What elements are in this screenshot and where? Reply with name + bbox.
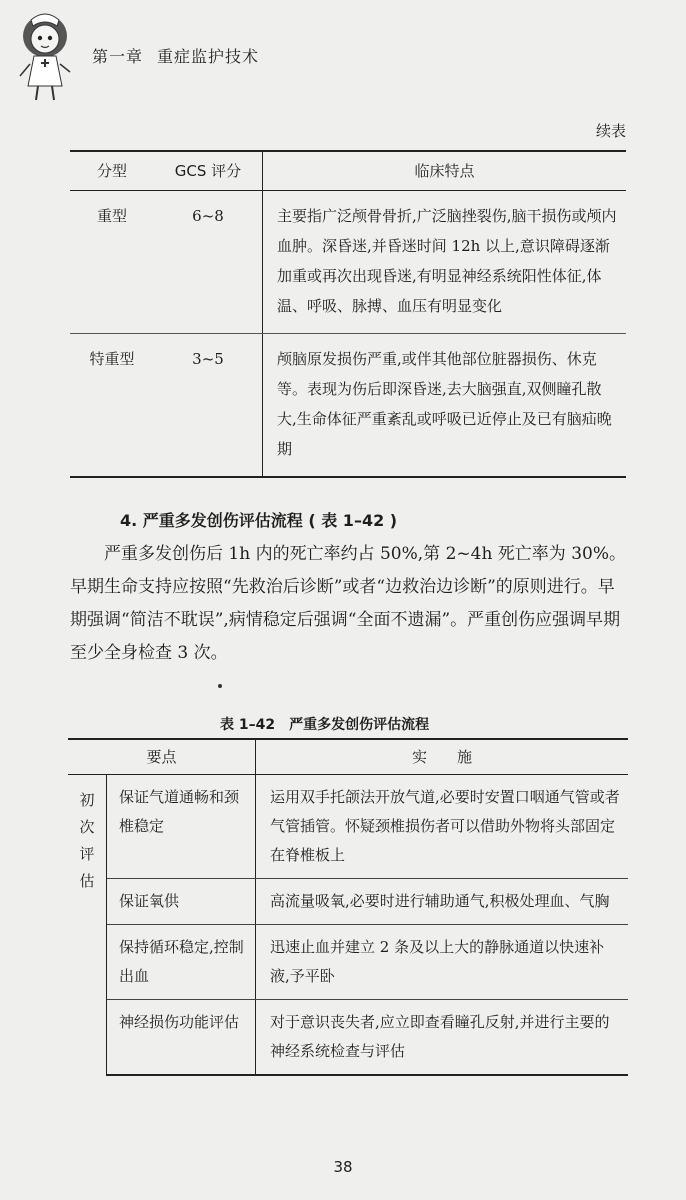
cell-point: 保证气道通畅和颈椎稳定 bbox=[107, 775, 256, 879]
ink-dot bbox=[218, 684, 222, 688]
header-gcs: GCS 评分 bbox=[154, 151, 263, 191]
page-number: 38 bbox=[333, 1158, 353, 1176]
table-row bbox=[70, 191, 626, 334]
cell-implementation: 迅速止血并建立 2 条及以上大的静脉通道以快速补液,予平卧 bbox=[256, 925, 629, 1000]
table-row bbox=[68, 1000, 628, 1076]
group-label: 初次评估 bbox=[68, 775, 107, 1076]
cell-type: 重型 bbox=[70, 191, 154, 334]
header-implementation: 实 施 bbox=[256, 739, 629, 775]
cell-point: 保持循环稳定,控制出血 bbox=[107, 925, 256, 1000]
trauma-assessment-table bbox=[68, 738, 628, 1076]
cell-implementation: 高流量吸氧,必要时进行辅助通气,积极处理血、气胸 bbox=[256, 879, 629, 925]
cell-features: 颅脑原发损伤严重,或伴其他部位脏器损伤、休克等。表现为伤后即深昏迷,去大脑强直,双侧瞳孔散大,生命体征严重紊乱或呼吸已近停止及已有脑疝晚期 bbox=[263, 334, 627, 478]
table-header-row bbox=[70, 151, 626, 191]
gcs-classification-table bbox=[70, 150, 626, 478]
table-row bbox=[68, 925, 628, 1000]
header-features: 临床特点 bbox=[263, 151, 627, 191]
table-header-row bbox=[68, 739, 628, 775]
header-type: 分型 bbox=[70, 151, 154, 191]
nurse-mascot-icon bbox=[14, 6, 76, 102]
chapter-heading bbox=[92, 44, 259, 67]
cell-gcs: 3~5 bbox=[154, 334, 263, 478]
table-row bbox=[68, 879, 628, 925]
chapter-number: 第一章 bbox=[92, 47, 144, 66]
cell-gcs: 6~8 bbox=[154, 191, 263, 334]
cell-point: 神经损伤功能评估 bbox=[107, 1000, 256, 1076]
section-paragraph: 严重多发创伤后 1h 内的死亡率约占 50%,第 2~4h 死亡率为 30%。早期生命支持应按照“先救治后诊断”或者“边救治边诊断”的原则进行。早期强调“简洁不耽误”,病情稳定后强调“全面不遗漏”。严重创伤应强调早期至少全身检查 3 次。 bbox=[70, 544, 626, 663]
cell-point: 保证氧供 bbox=[107, 879, 256, 925]
table-row bbox=[70, 334, 626, 478]
header-point: 要点 bbox=[68, 739, 256, 775]
cell-implementation: 对于意识丧失者,应立即查看瞳孔反射,并进行主要的神经系统检查与评估 bbox=[256, 1000, 629, 1076]
section-heading: 4. 严重多发创伤评估流程 ( 表 1–42 ) bbox=[120, 511, 398, 530]
continued-label: 续表 bbox=[595, 122, 626, 140]
table-caption: 表 1–42 严重多发创伤评估流程 bbox=[220, 717, 430, 733]
chapter-title: 重症监护技术 bbox=[157, 47, 260, 66]
table-row bbox=[68, 775, 628, 879]
cell-features: 主要指广泛颅骨骨折,广泛脑挫裂伤,脑干损伤或颅内血肿。深昏迷,并昏迷时间 12h 以上,意识障碍逐渐加重或再次出现昏迷,有明显神经系统阳性体征,体温、呼吸、脉搏、血压有明显变化 bbox=[263, 191, 627, 334]
cell-type: 特重型 bbox=[70, 334, 154, 478]
cell-implementation: 运用双手托颌法开放气道,必要时安置口咽通气管或者气管插管。怀疑颈椎损伤者可以借助外物将头部固定在脊椎板上 bbox=[256, 775, 629, 879]
